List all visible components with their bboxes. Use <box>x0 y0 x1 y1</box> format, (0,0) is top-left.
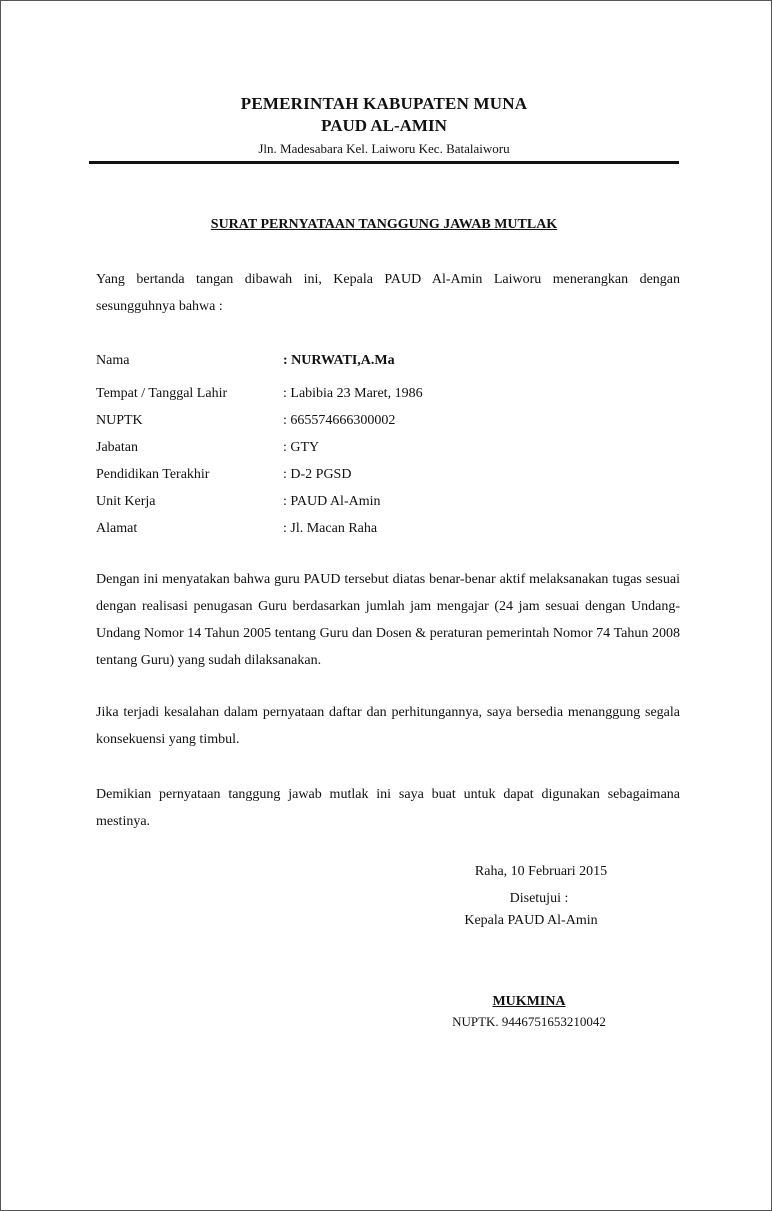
identity-label: NUPTK <box>96 413 143 428</box>
closing-paragraph: Demikian pernyataan tanggung jawab mutlak ini saya buat untuk dapat digunakan sebagaimana mestinya. <box>96 787 680 829</box>
identity-value: : GTY <box>283 440 320 455</box>
signature-approved-label: Disetujui : <box>509 891 569 906</box>
letterhead-divider <box>89 161 679 164</box>
identity-value: : D-2 PGSD <box>283 467 352 482</box>
identity-row-birth <box>96 380 686 407</box>
signatory-name: MUKMINA <box>492 994 566 1009</box>
document-title: SURAT PERNYATAAN TANGGUNG JAWAB MUTLAK <box>210 217 558 232</box>
identity-row-position <box>96 434 686 461</box>
identity-label: Nama <box>96 353 130 368</box>
identity-label: Tempat / Tanggal Lahir <box>96 386 228 401</box>
signature-place-date: Raha, 10 Februari 2015 <box>474 864 608 879</box>
letterhead-institution: PAUD AL-AMIN <box>321 116 447 135</box>
identity-value: : NURWATI,A.Ma <box>283 353 395 368</box>
letterhead-address: Jln. Madesabara Kel. Laiworu Kec. Batalaiworu <box>258 141 510 156</box>
signatory-nuptk: NUPTK. 9446751653210042 <box>452 1014 606 1029</box>
identity-value: : Labibia 23 Maret, 1986 <box>283 386 423 401</box>
identity-value: : PAUD Al-Amin <box>283 494 381 509</box>
identity-row-education <box>96 461 686 488</box>
signature-position: Kepala PAUD Al-Amin <box>464 913 598 928</box>
intro-paragraph: Yang bertanda tangan dibawah ini, Kepala PAUD Al-Amin Laiworu menerangkan dengan sesungguhnya bahwa : <box>96 272 680 314</box>
identity-value: : Jl. Macan Raha <box>283 521 378 536</box>
identity-label: Pendidikan Terakhir <box>96 467 210 482</box>
letterhead <box>89 93 679 159</box>
identity-label: Unit Kerja <box>96 494 156 509</box>
identity-row-nuptk <box>96 407 686 434</box>
identity-row-work-unit <box>96 488 686 515</box>
identity-label: Alamat <box>96 521 138 536</box>
identity-table <box>96 347 686 542</box>
identity-value: : 665574666300002 <box>283 413 396 428</box>
identity-row-address <box>96 515 686 542</box>
identity-row-name <box>96 347 686 380</box>
letterhead-government: PEMERINTAH KABUPATEN MUNA <box>240 94 528 113</box>
identity-label: Jabatan <box>96 440 138 455</box>
statement-paragraph: Dengan ini menyatakan bahwa guru PAUD tersebut diatas benar-benar aktif melaksanakan tugas sesuai dengan realisasi penugasan Guru berdasarkan jumlah jam mengajar (24 jam sesuai dengan Undang-Undang Nomor 14 Tahun 2005 tentang Guru dan Dosen & peraturan pemerintah Nomor 74 Tahun 2008 tentang Guru) yang sudah dilaksanakan. <box>96 572 680 668</box>
liability-paragraph: Jika terjadi kesalahan dalam pernyataan daftar dan perhitungannya, saya bersedia menanggung segala konsekuensi yang timbul. <box>96 705 680 747</box>
